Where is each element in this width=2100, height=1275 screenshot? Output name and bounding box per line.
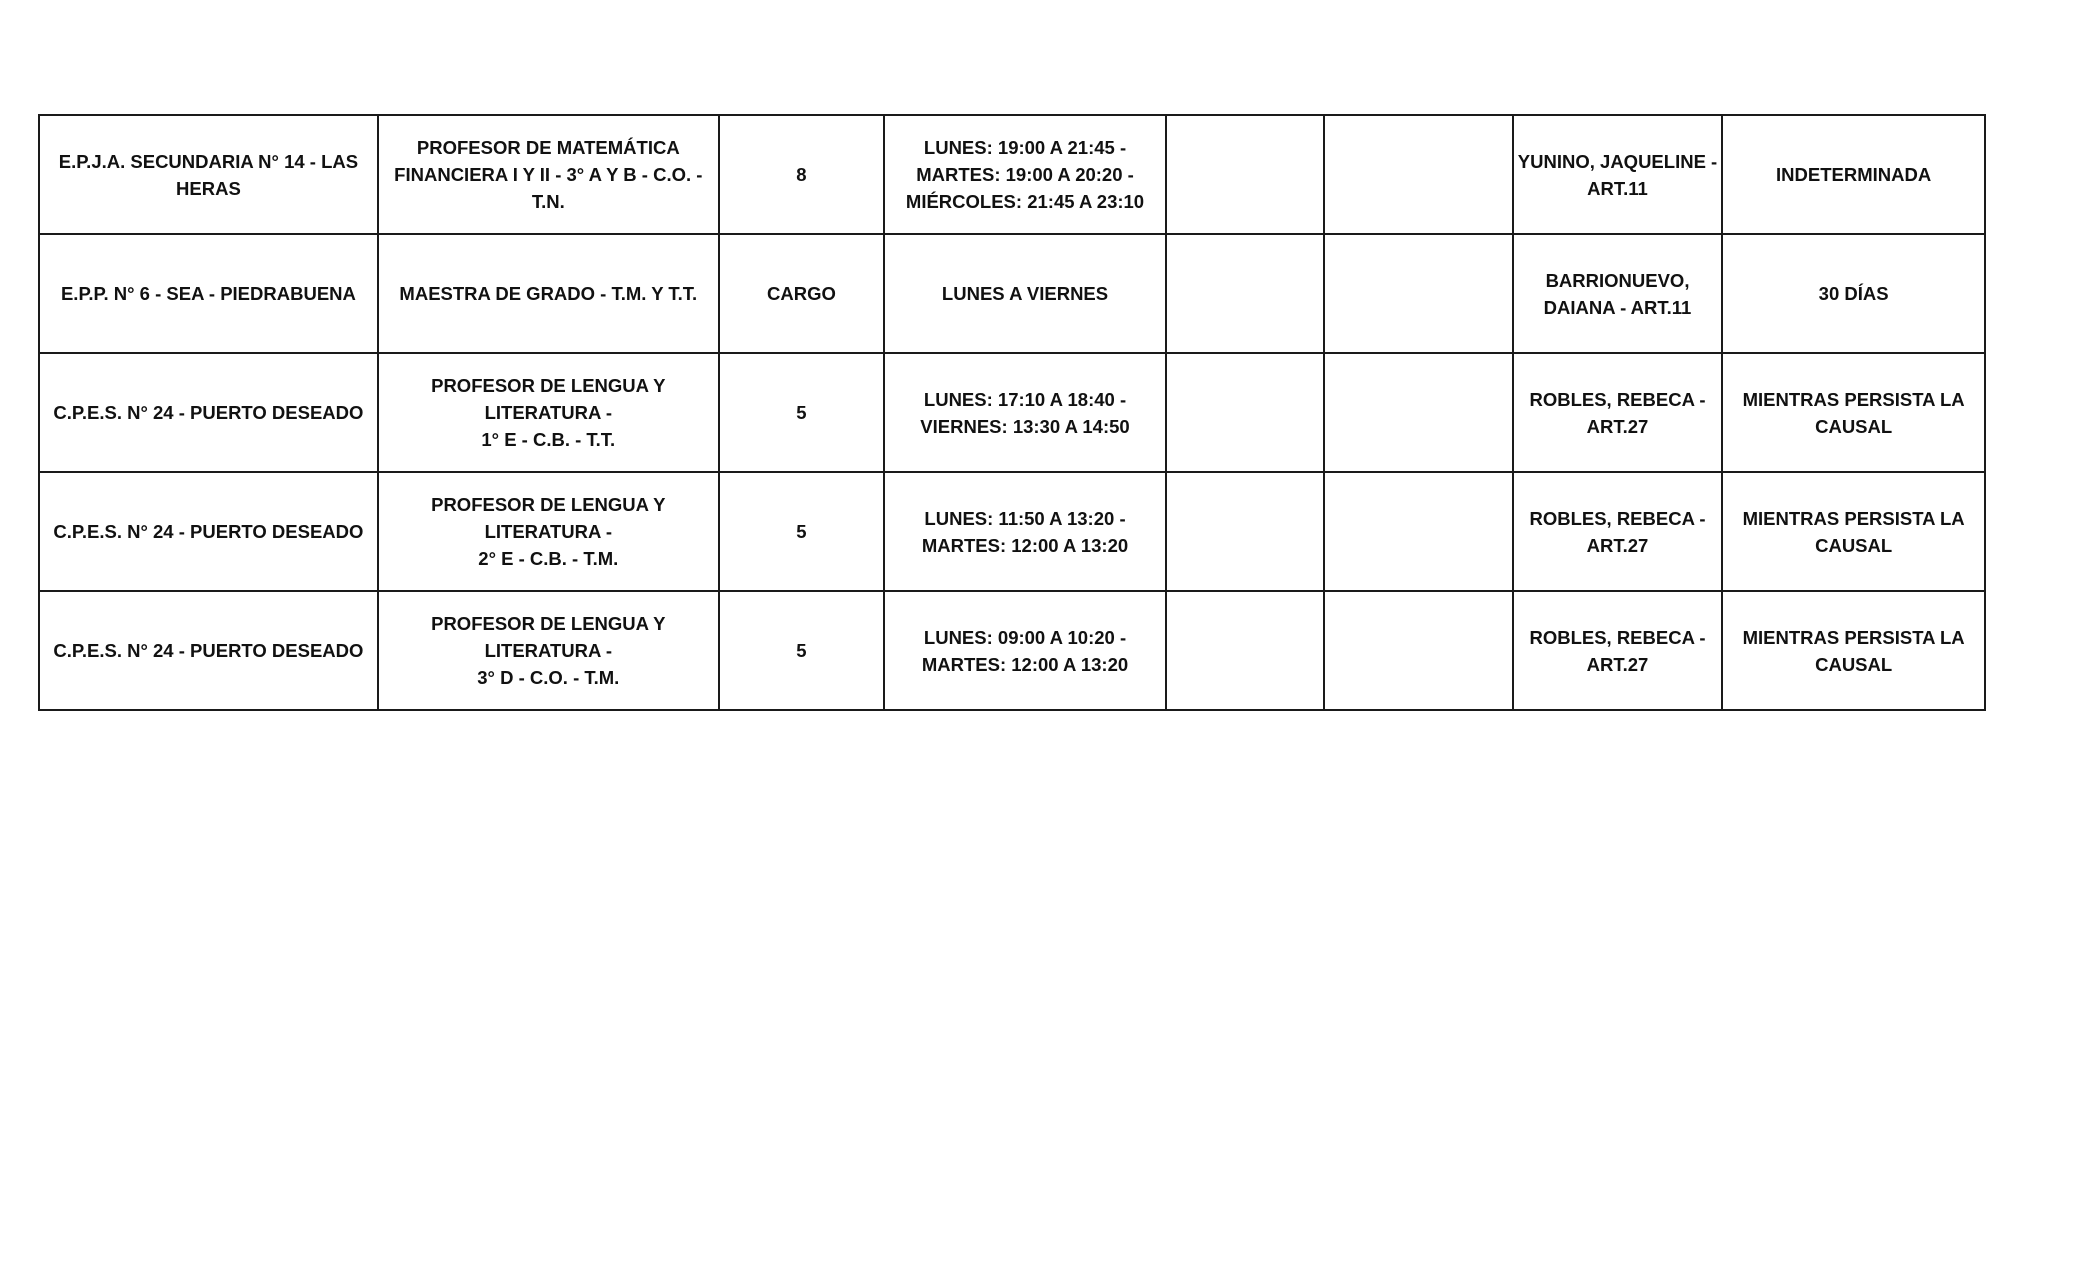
empty-cell bbox=[1166, 115, 1324, 234]
duration-cell: MIENTRAS PERSISTA LA CAUSAL bbox=[1722, 591, 1985, 710]
empty-cell bbox=[1324, 472, 1512, 591]
hours-cell: 5 bbox=[719, 591, 884, 710]
schedule-cell: LUNES: 09:00 A 10:20 - MARTES: 12:00 A 13:20 bbox=[884, 591, 1166, 710]
position-cell: MAESTRA DE GRADO - T.M. Y T.T. bbox=[378, 234, 719, 353]
empty-cell bbox=[1166, 234, 1324, 353]
replaces-cell: BARRIONUEVO, DAIANA - ART.11 bbox=[1513, 234, 1723, 353]
empty-cell bbox=[1324, 234, 1512, 353]
position-cell: PROFESOR DE MATEMÁTICA FINANCIERA I Y II - 3° A Y B - C.O. - T.N. bbox=[378, 115, 719, 234]
schedule-cell: LUNES: 11:50 A 13:20 - MARTES: 12:00 A 13:20 bbox=[884, 472, 1166, 591]
table-row bbox=[39, 234, 1985, 353]
empty-cell bbox=[1166, 472, 1324, 591]
replaces-cell: ROBLES, REBECA - ART.27 bbox=[1513, 591, 1723, 710]
empty-cell bbox=[1166, 591, 1324, 710]
hours-cell: 8 bbox=[719, 115, 884, 234]
school-cell: E.P.P. N° 6 - SEA - PIEDRABUENA bbox=[39, 234, 378, 353]
duration-cell: MIENTRAS PERSISTA LA CAUSAL bbox=[1722, 353, 1985, 472]
table-row bbox=[39, 591, 1985, 710]
school-cell: C.P.E.S. N° 24 - PUERTO DESEADO bbox=[39, 353, 378, 472]
table-row bbox=[39, 115, 1985, 234]
school-cell: C.P.E.S. N° 24 - PUERTO DESEADO bbox=[39, 591, 378, 710]
replaces-cell: ROBLES, REBECA - ART.27 bbox=[1513, 472, 1723, 591]
position-cell: PROFESOR DE LENGUA Y LITERATURA - 2° E - C.B. - T.M. bbox=[378, 472, 719, 591]
duration-cell: INDETERMINADA bbox=[1722, 115, 1985, 234]
school-cell: C.P.E.S. N° 24 - PUERTO DESEADO bbox=[39, 472, 378, 591]
schedule-cell: LUNES A VIERNES bbox=[884, 234, 1166, 353]
duration-cell: MIENTRAS PERSISTA LA CAUSAL bbox=[1722, 472, 1985, 591]
duration-cell: 30 DÍAS bbox=[1722, 234, 1985, 353]
empty-cell bbox=[1324, 353, 1512, 472]
table-row bbox=[39, 353, 1985, 472]
schedule-cell: LUNES: 19:00 A 21:45 - MARTES: 19:00 A 20:20 - MIÉRCOLES: 21:45 A 23:10 bbox=[884, 115, 1166, 234]
school-cell: E.P.J.A. SECUNDARIA N° 14 - LAS HERAS bbox=[39, 115, 378, 234]
empty-cell bbox=[1166, 353, 1324, 472]
empty-cell bbox=[1324, 591, 1512, 710]
schedule-cell: LUNES: 17:10 A 18:40 - VIERNES: 13:30 A 14:50 bbox=[884, 353, 1166, 472]
table-row bbox=[39, 472, 1985, 591]
substitutions-table bbox=[38, 114, 1986, 711]
empty-cell bbox=[1324, 115, 1512, 234]
position-cell: PROFESOR DE LENGUA Y LITERATURA - 3° D - C.O. - T.M. bbox=[378, 591, 719, 710]
replaces-cell: ROBLES, REBECA - ART.27 bbox=[1513, 353, 1723, 472]
hours-cell: CARGO bbox=[719, 234, 884, 353]
replaces-cell: YUNINO, JAQUELINE - ART.11 bbox=[1513, 115, 1723, 234]
hours-cell: 5 bbox=[719, 353, 884, 472]
position-cell: PROFESOR DE LENGUA Y LITERATURA - 1° E - C.B. - T.T. bbox=[378, 353, 719, 472]
hours-cell: 5 bbox=[719, 472, 884, 591]
